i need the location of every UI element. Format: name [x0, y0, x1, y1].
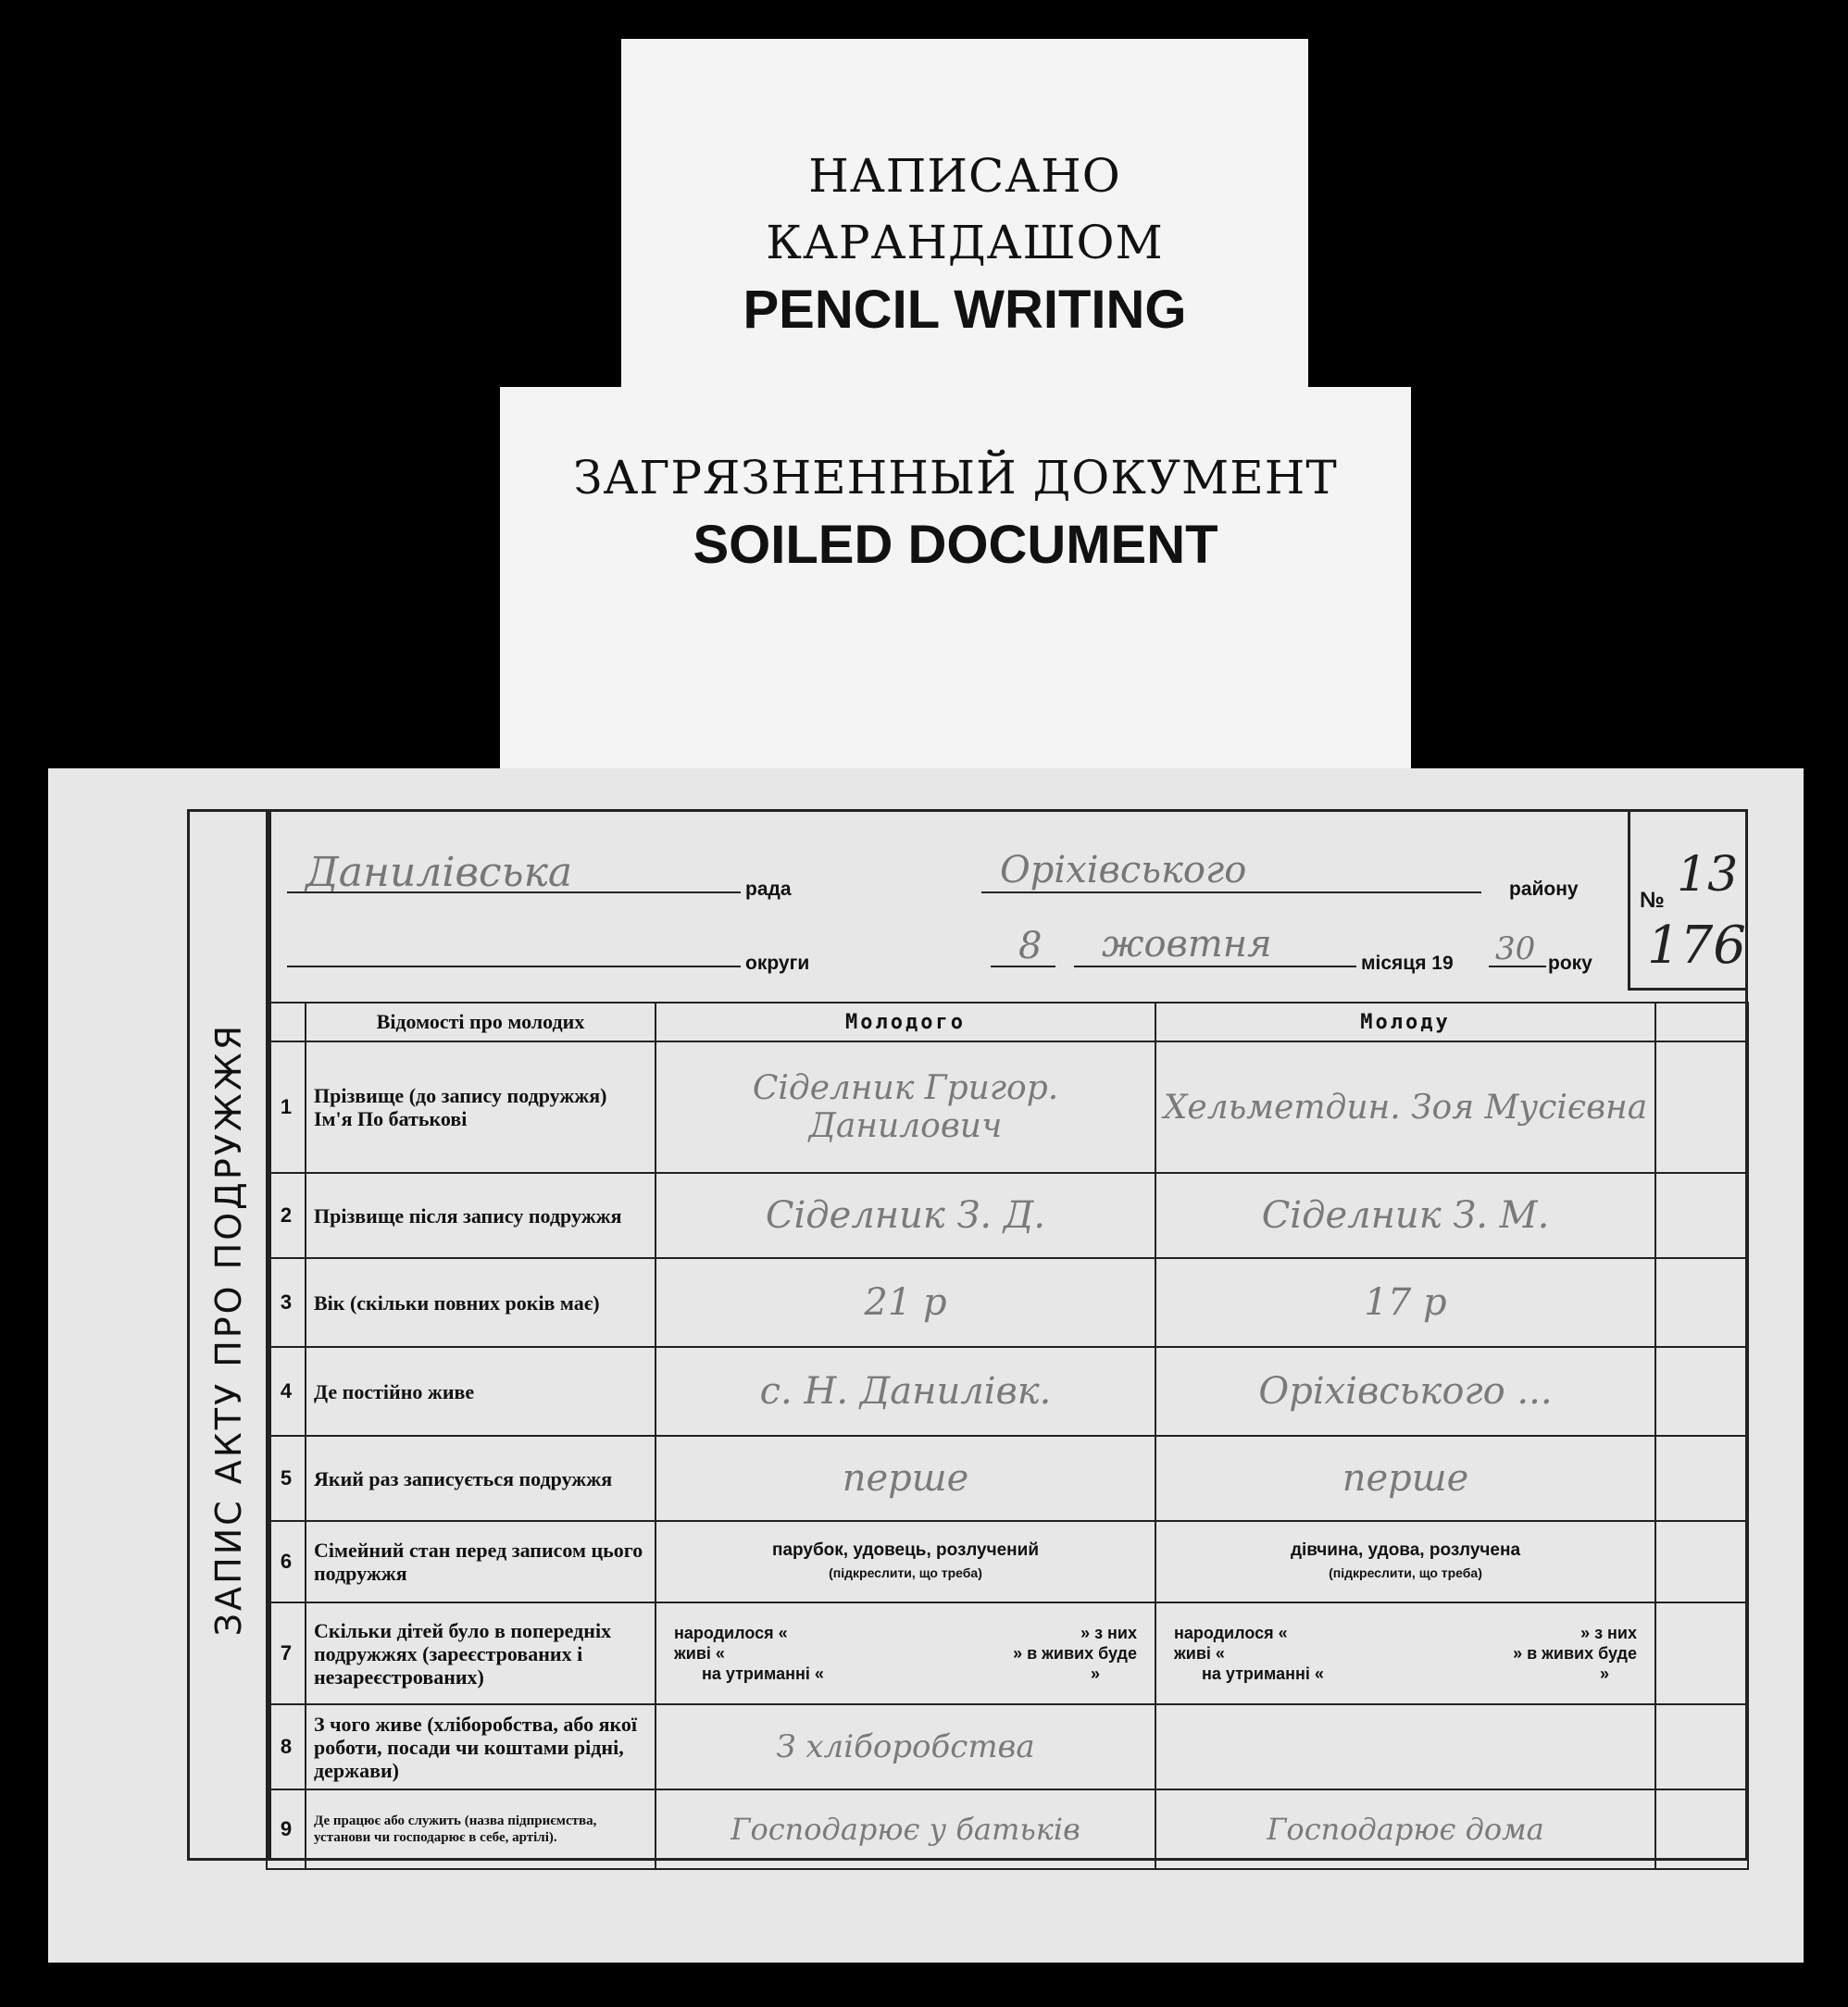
- year-line: [1489, 966, 1546, 967]
- pencil-writing-slip: [621, 39, 1308, 400]
- from-them-label: » з них: [1080, 1624, 1137, 1642]
- rada-line: [287, 891, 741, 893]
- row-number: 4: [267, 1347, 306, 1436]
- row-label: Де працює або служить (назва підприємства, установи чи господарює в себе, артілі).: [306, 1789, 656, 1869]
- alive-label: живі «: [1174, 1644, 1225, 1663]
- bride-children: [1155, 1602, 1655, 1704]
- table-row: [267, 1258, 1748, 1347]
- hw-number-bottom: 176: [1647, 916, 1746, 976]
- groom-value: З хліборобства: [656, 1704, 1155, 1789]
- bride-value: Сіделник З. М.: [1155, 1173, 1655, 1258]
- row-number: 1: [267, 1041, 306, 1173]
- table-row: [267, 1602, 1748, 1704]
- close-quote: »: [1090, 1664, 1100, 1683]
- bride-value: [1155, 1704, 1655, 1789]
- groom-value: с. Н. Данилівк.: [656, 1347, 1155, 1436]
- bride-value: 17 р: [1155, 1258, 1655, 1347]
- table-row: [267, 1789, 1748, 1869]
- hw-day: 8: [1018, 925, 1043, 967]
- row-label: Прізвище (до запису подружжя) Ім'я По батькові: [306, 1041, 656, 1173]
- close-quote: »: [1599, 1664, 1609, 1683]
- row-label: Вік (скільки повних років має): [306, 1258, 656, 1347]
- raion-label: району: [1509, 879, 1579, 900]
- month-line: [1074, 966, 1356, 967]
- table-row: [267, 1347, 1748, 1436]
- row-number: 9: [267, 1789, 306, 1869]
- marriage-table: [266, 1002, 1749, 1870]
- marriage-record-form: [48, 768, 1804, 1963]
- bride-value: Оріхівського ...: [1155, 1347, 1655, 1436]
- from-them-label: » з них: [1580, 1624, 1637, 1642]
- groom-value: Господарює у батьків: [656, 1789, 1155, 1869]
- hw-raion: Оріхівського: [1000, 849, 1247, 891]
- bride-status-hint: (підкреслити, що треба): [1329, 1565, 1482, 1580]
- groom-value: перше: [656, 1436, 1155, 1521]
- bride-value: Хельметдин. Зоя Мусієвна: [1155, 1041, 1655, 1173]
- pencil-writing-en: PENCIL WRITING: [743, 280, 1187, 340]
- row-number: 7: [267, 1602, 306, 1704]
- bride-status-options: дівчина, удова, розлучена: [1290, 1540, 1521, 1560]
- number-label: №: [1640, 888, 1665, 913]
- table-row: [267, 1173, 1748, 1258]
- born-label: народилося «: [674, 1624, 788, 1642]
- alive-label: живі «: [674, 1644, 725, 1663]
- groom-status-hint: (підкреслити, що треба): [829, 1565, 982, 1580]
- row-label: Який раз записується подружжя: [306, 1436, 656, 1521]
- born-label: народилося «: [1174, 1624, 1288, 1642]
- groom-status: [656, 1521, 1155, 1602]
- hw-rada: Данилівська: [306, 849, 573, 896]
- row-label: Скільки дітей було в попередніх подружжях (зареєстрованих і незареєстрованих): [306, 1602, 656, 1704]
- row-number: 2: [267, 1173, 306, 1258]
- row-number: 6: [267, 1521, 306, 1602]
- bride-value: Господарює дома: [1155, 1789, 1655, 1869]
- bride-value: перше: [1155, 1436, 1655, 1521]
- col-groom-header: Молодого: [656, 1003, 1155, 1041]
- will-live-label: » в живих буде: [1513, 1644, 1637, 1663]
- soiled-document-en: SOILED DOCUMENT: [693, 515, 1218, 575]
- table-row: [267, 1521, 1748, 1602]
- groom-value: Сіделник Григор. Данилович: [656, 1041, 1155, 1173]
- row-label: З чого живе (хліборобства, або якої роботи, посади чи коштами рідні, держави): [306, 1704, 656, 1789]
- groom-value: Сіделник З. Д.: [656, 1173, 1155, 1258]
- soiled-document-ru: ЗАГРЯЗНЕННЫЙ ДОКУМЕНТ: [573, 451, 1338, 505]
- day-line: [991, 966, 1055, 967]
- row-number: 5: [267, 1436, 306, 1521]
- table-row: [267, 1041, 1748, 1173]
- col-info-header: Відомості про молодих: [306, 1003, 656, 1041]
- bride-status: [1155, 1521, 1655, 1602]
- okruh-line: [287, 966, 741, 967]
- misiatsia-label: місяця 19: [1361, 953, 1454, 974]
- groom-value: 21 р: [656, 1258, 1155, 1347]
- row-label: Сімейний стан перед записом цього подружжя: [306, 1521, 656, 1602]
- rada-label: рада: [745, 879, 792, 900]
- col-bride-header: Молоду: [1155, 1003, 1655, 1041]
- pencil-writing-ru: НАПИСАНО КАРАНДАШОМ: [766, 149, 1164, 269]
- hw-year: 30: [1495, 930, 1536, 967]
- supported-label: на утриманні «: [702, 1664, 824, 1683]
- supported-label: на утриманні «: [1202, 1664, 1324, 1683]
- raion-line: [981, 891, 1481, 893]
- hw-number-top: 13: [1677, 847, 1739, 903]
- roku-label: року: [1548, 953, 1592, 974]
- soiled-document-slip: [500, 387, 1411, 780]
- record-number-box: [1628, 812, 1745, 991]
- row-label: Де постійно живе: [306, 1347, 656, 1436]
- table-header-row: [267, 1003, 1748, 1041]
- okruh-label: округи: [745, 953, 810, 974]
- groom-status-options: парубок, удовець, розлучений: [771, 1540, 1040, 1560]
- row-label: Прізвище після запису подружжя: [306, 1173, 656, 1258]
- table-row: [267, 1436, 1748, 1521]
- row-number: 8: [267, 1704, 306, 1789]
- table-row: [267, 1704, 1748, 1789]
- side-title: ЗАПИС АКТУ ПРО ПОДРУЖЖЯ: [208, 1022, 249, 1637]
- row-number: 3: [267, 1258, 306, 1347]
- will-live-label: » в живих буде: [1013, 1644, 1137, 1663]
- groom-children: [656, 1602, 1155, 1704]
- hw-month: жовтня: [1102, 923, 1272, 966]
